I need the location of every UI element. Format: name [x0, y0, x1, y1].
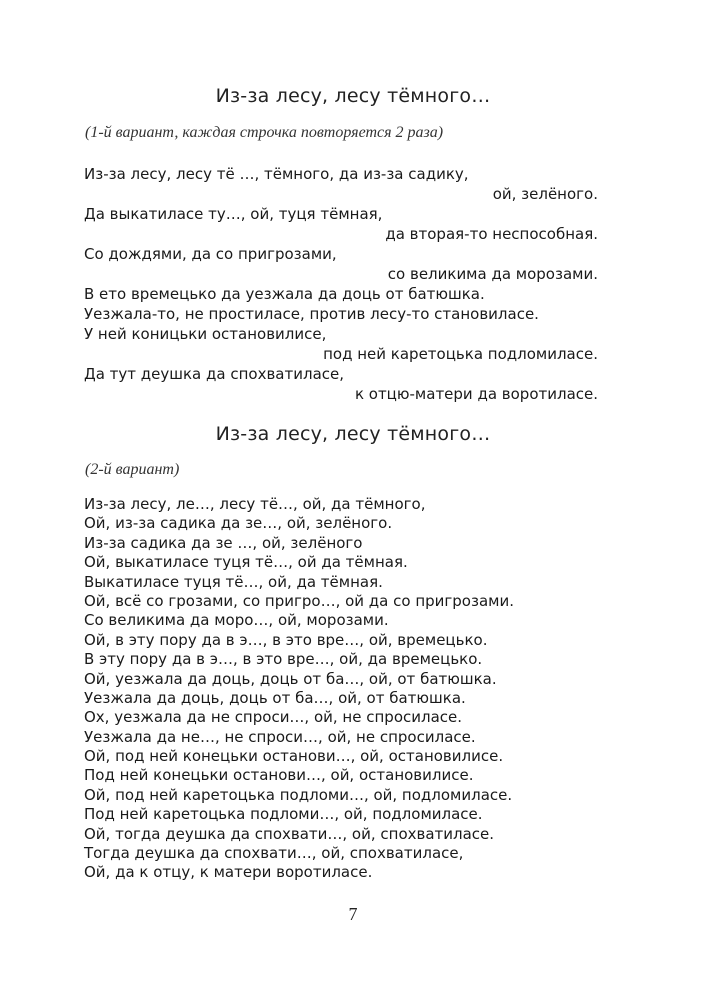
verse-line: Ой, под ней конецьки останови…, ой, остановилисе.: [84, 747, 504, 766]
verse-line: к отцю-матери да воротиласе.: [354, 385, 598, 403]
verse-line: Ой, в эту пору да в э…, в это вре…, ой, времецько.: [84, 630, 488, 649]
verse-line: В эту пору да в э…, в это вре…, ой, да времецько.: [84, 650, 483, 669]
verse-line: Да тут деушка да спохватиласе,: [84, 365, 345, 383]
verse-line: Ой, уезжала да доць, доць от ба…, ой, от батюшка.: [84, 669, 497, 688]
verse-line: Уезжала да доць, доць от ба…, ой, от батюшка.: [84, 688, 466, 707]
verse-line: Со дождями, да со пригрозами,: [84, 245, 337, 263]
verse-line: Уезжала-то, не простиласе, против лесу-то становиласе.: [84, 305, 539, 323]
verse-line: Ой, выкатиласе туця тё…, ой да тёмная.: [84, 553, 408, 572]
verse-line: Да выкатиласе ту…, ой, туця тёмная,: [84, 205, 383, 223]
verse-line: В ето времецько да уезжала да доць от батюшка.: [84, 285, 485, 303]
verse-line: Выкатиласе туця тё…, ой, да тёмная.: [84, 572, 383, 591]
verse-line: Под ней конецьки останови…, ой, остановилисе.: [84, 766, 474, 785]
section1-verse: [84, 164, 598, 404]
section2-verse: [84, 495, 598, 883]
verse-line: со великима да морозами.: [387, 265, 598, 283]
verse-line: Тогда деушка да спохвати…, ой, спохватиласе,: [84, 844, 464, 863]
verse-line: Из-за лесу, лесу тё …, тёмного, да из-за садику,: [84, 165, 469, 183]
verse-line: Ой, под ней каретоцька подломи…, ой, подломиласе.: [84, 785, 513, 804]
verse-line: Ох, уезжала да не спроси…, ой, не спросиласе.: [84, 708, 463, 727]
verse-line: да вторая-то неспособная.: [385, 225, 598, 243]
verse-line: Ой, из-за садика да зе…, ой, зелёного.: [84, 514, 393, 533]
section2-title: Из-за лесу, лесу тёмного…: [215, 423, 491, 445]
page-number: 7: [348, 904, 358, 924]
verse-line: Ой, всё со грозами, со пригро…, ой да со пригрозами.: [84, 591, 514, 610]
section1-title: Из-за лесу, лесу тёмного…: [215, 85, 491, 107]
section2-subtitle: (2-й вариант): [85, 461, 180, 478]
verse-line: Уезжала да не…, не спроси…, ой, не спросиласе.: [84, 727, 476, 746]
verse-line: Из-за садика да зе …, ой, зелёного: [84, 533, 363, 552]
verse-line: под ней каретоцька подломиласе.: [323, 345, 598, 363]
verse-line: Со великима да моро…, ой, морозами.: [84, 611, 389, 630]
verse-line: ой, зелёного.: [492, 185, 598, 203]
verse-line: Ой, да к отцу, к матери воротиласе.: [84, 863, 373, 882]
section1-subtitle: (1-й вариант, каждая строчка повторяется 2 раза): [85, 124, 444, 141]
verse-line: Из-за лесу, ле…, лесу тё…, ой, да тёмного,: [84, 495, 426, 513]
verse-line: Под ней каретоцька подломи…, ой, подломиласе.: [84, 805, 483, 824]
verse-line: У ней коницьки остановилисе,: [84, 325, 327, 343]
verse-line: Ой, тогда деушка да спохвати…, ой, спохватиласе.: [84, 824, 495, 843]
